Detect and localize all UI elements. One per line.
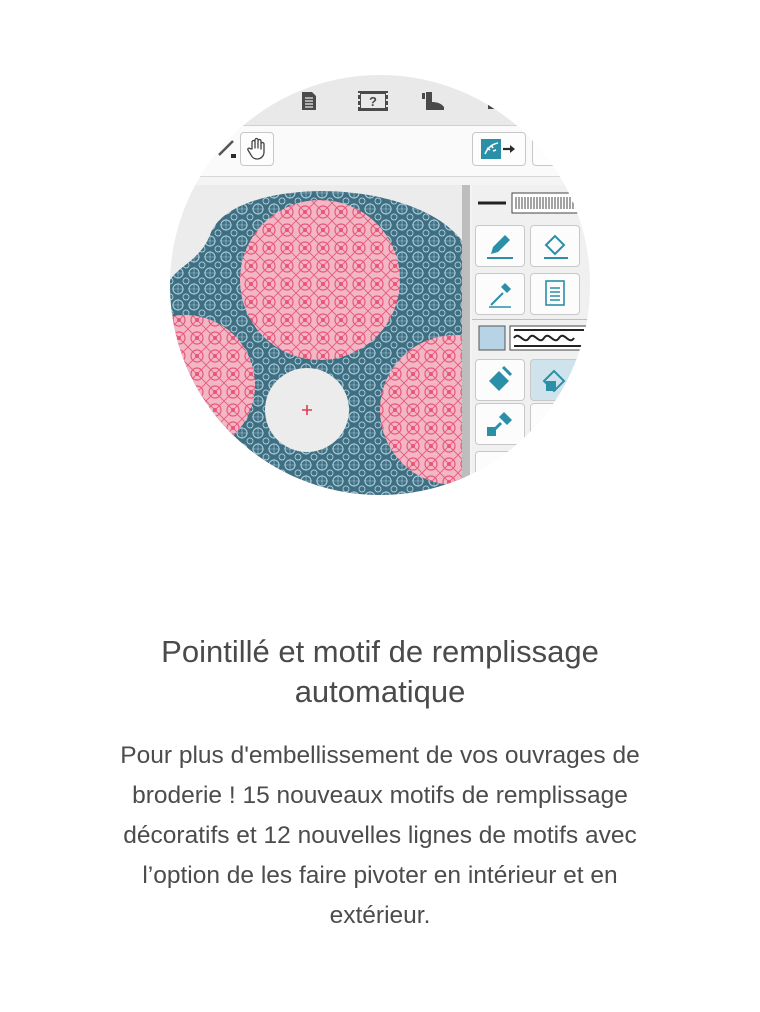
list-button[interactable] (530, 273, 580, 315)
pencil-edit-button[interactable] (475, 225, 525, 267)
pencil-tool[interactable] (210, 132, 242, 164)
corner-icon (540, 409, 570, 439)
bucket-icon (485, 365, 515, 395)
corner-button[interactable] (530, 403, 580, 445)
fill-type-selector[interactable] (478, 325, 590, 351)
list-icon (543, 279, 567, 309)
fill-pattern-icon (540, 365, 570, 395)
brush-icon (485, 460, 515, 484)
feature-description-line-2: broderie ! 15 nouveaux motifs de remplissage (132, 782, 628, 809)
bucket-button[interactable] (475, 359, 525, 401)
fill-bucket-icon (540, 231, 570, 261)
boot-icon[interactable] (422, 91, 448, 111)
canvas-scrollbar[interactable] (462, 185, 470, 485)
import-pattern-button[interactable] (472, 132, 526, 166)
hand-tool-button[interactable] (240, 132, 274, 166)
fill-pattern-button[interactable] (530, 359, 580, 401)
feature-illustration (170, 75, 590, 495)
eyedropper-icon (485, 279, 515, 309)
toolbar (170, 126, 590, 177)
feature-text (60, 632, 700, 936)
svg-text:?: ? (369, 94, 377, 109)
design-canvas[interactable] (170, 185, 465, 495)
feature-title (60, 632, 700, 712)
import-pattern-icon (479, 136, 519, 162)
next-tool-button[interactable] (532, 132, 590, 166)
feature-title-line-2: automatique (294, 674, 466, 709)
help-icon[interactable] (358, 91, 388, 111)
feature-description-line-3: décoratifs et 12 nouvelles lignes de motifs avec (123, 822, 637, 849)
hand-icon (246, 137, 268, 161)
panel-divider (472, 319, 590, 320)
fill-bucket-button[interactable] (530, 225, 580, 267)
document-icon[interactable] (300, 91, 318, 111)
stitch-panel (472, 185, 590, 495)
menu-bar (170, 75, 590, 126)
feature-description (60, 736, 700, 936)
eyedropper-button[interactable] (475, 273, 525, 315)
embroidery-design (170, 185, 465, 495)
pencil-icon (215, 137, 237, 159)
feature-title-line-1: Pointillé et motif de remplissage (161, 634, 599, 669)
eyedropper-fill-icon (485, 409, 515, 439)
feature-description-line-1: Pour plus d'embellissement de vos ouvrages de (120, 742, 640, 769)
feature-description-line-4: l’option de les faire pivoter en intérieur et en (142, 862, 618, 889)
feature-description-line-5: extérieur. (329, 902, 431, 929)
more-icon[interactable] (488, 99, 500, 109)
stitch-type-selector[interactable] (478, 191, 590, 215)
brush-button[interactable] (475, 451, 525, 493)
eyedropper-fill-button[interactable] (475, 403, 525, 445)
pencil-edit-icon (485, 231, 515, 261)
